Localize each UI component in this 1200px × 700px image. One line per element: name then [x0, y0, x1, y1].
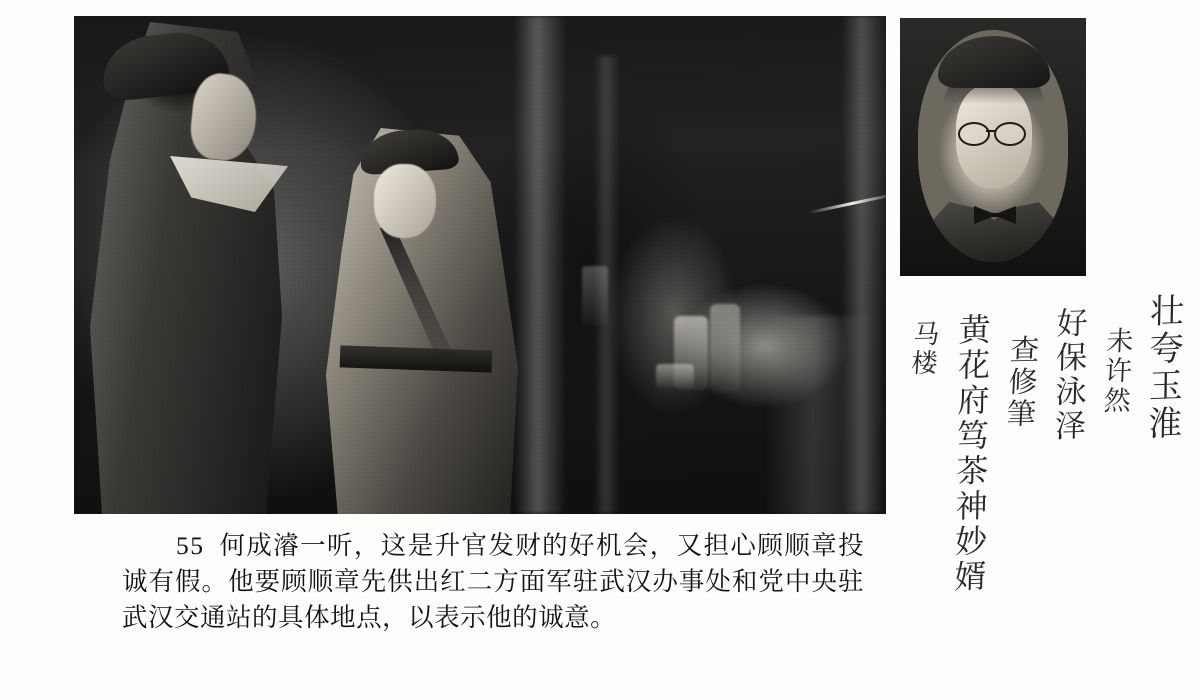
portrait-suit	[924, 202, 1064, 262]
portrait-glasses-left	[958, 122, 990, 146]
calligraphy-inscription	[884, 290, 1196, 682]
calligraphy-column-1: 壮夸玉淮	[1142, 292, 1183, 444]
halftone-grain	[74, 16, 886, 514]
portrait-glasses-bridge	[986, 130, 996, 132]
main-illustration	[74, 16, 886, 514]
calligraphy-column-5: 黄花府笃茶神妙婿	[950, 312, 992, 596]
panel-caption	[122, 528, 864, 637]
calligraphy-column-2: 未许然	[1099, 326, 1134, 417]
portrait-photo	[900, 18, 1086, 276]
calligraphy-column-6: 马楼	[906, 320, 941, 378]
panel-number: 55	[176, 531, 205, 560]
caption-text: 何成濬一听，这是升官发财的好机会，又担心顾顺章投诚有假。他要顾顺章先供出红二方面军驻武汉办事处和党中央驻武汉交通站的具体地点，以表示他的诚意。	[122, 531, 864, 633]
portrait-glasses-right	[994, 122, 1026, 146]
calligraphy-column-3: 好保泳泽	[1049, 306, 1088, 444]
portrait-hat	[938, 36, 1050, 88]
calligraphy-column-4: 查修筆	[1001, 334, 1040, 431]
portrait-oval-vignette	[918, 30, 1068, 262]
